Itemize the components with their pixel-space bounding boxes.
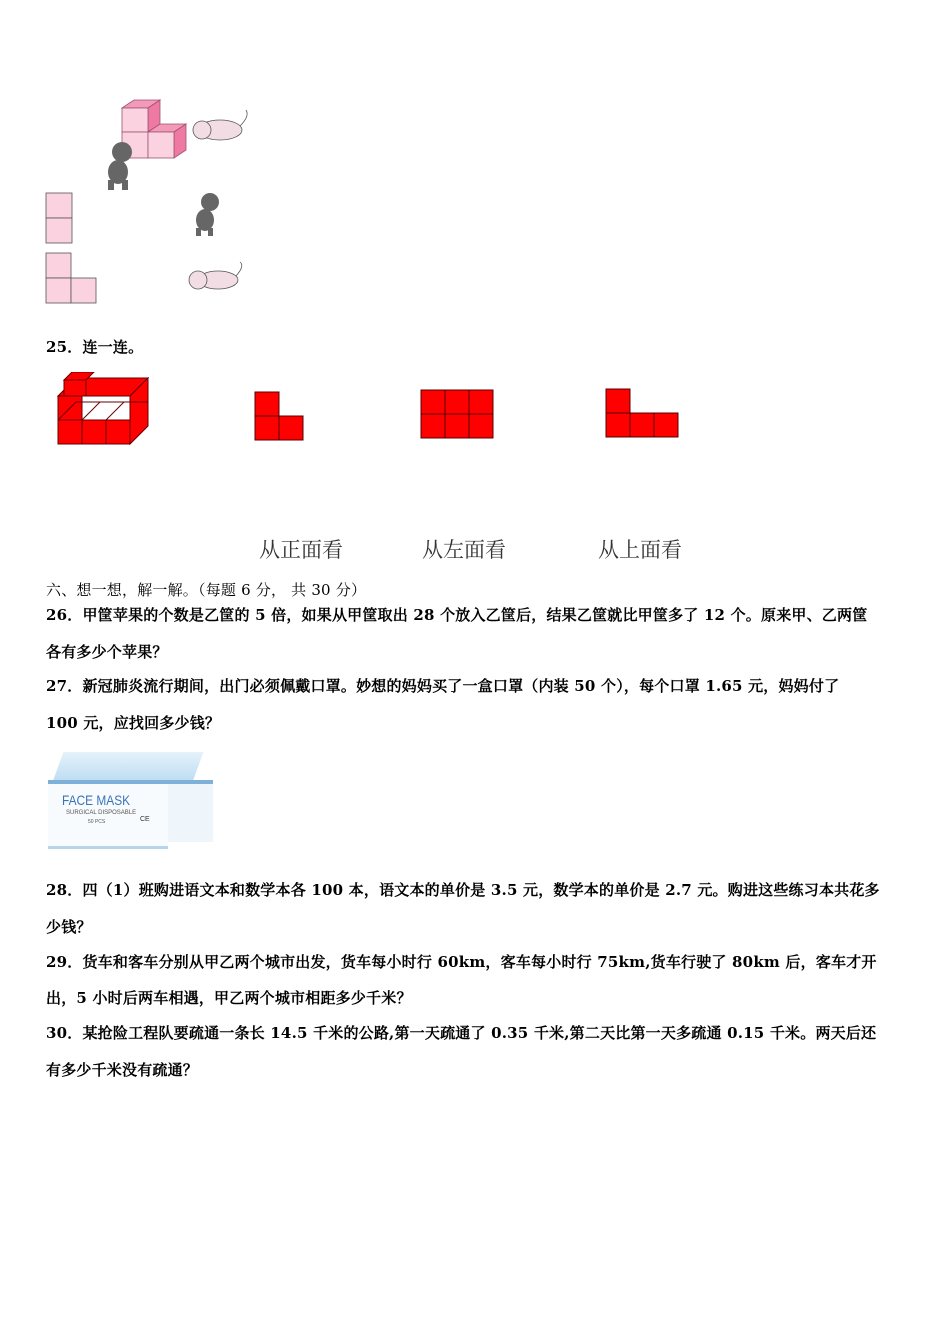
- ce-mark: CE: [140, 816, 150, 823]
- monkey-icon: [196, 193, 219, 236]
- label-front-view: 从正面看: [259, 538, 343, 562]
- red-cube-solid: [50, 372, 160, 456]
- question-29-line-2: 出，5 小时后两车相遇，甲乙两个城市相距多少千米？: [46, 989, 412, 1007]
- label-top-view: 从上面看: [598, 538, 682, 562]
- mask-count: 50 PCS: [88, 819, 106, 825]
- label-left-view: 从左面看: [422, 538, 506, 562]
- question-26-line-1: 26．甲筐苹果的个数是乙筐的 5 倍，如果从甲筐取出 28 个放入乙筐后，结果乙筐就比甲筐多了 12 个。原来甲、乙两筐: [46, 606, 868, 624]
- question-28-line-2: 少钱？: [46, 918, 92, 936]
- side-view-two-stack: [46, 193, 72, 243]
- section-6-heading: 六、想一想，解一解。（每题 6 分， 共 30 分）: [46, 581, 367, 599]
- front-view-shape: [254, 391, 306, 443]
- question-27-line-2: 100 元，应找回多少钱？: [46, 714, 221, 732]
- question-25-title: 25．连一连。: [46, 338, 144, 356]
- face-mask-box-image: [48, 752, 213, 852]
- front-view-l-shape: [46, 253, 96, 303]
- question-30-line-1: 30．某抢险工程队要疏通一条长 14.5 千米的公路,第一天疏通了 0.35 千米,第二天比第一天多疏通 0.15 千米。两天后还: [46, 1024, 877, 1042]
- mask-brand: FACE MASK: [62, 792, 131, 808]
- question-28-line-1: 28．四（1）班购进语文本和数学本各 100 本，语文本的单价是 3.5 元，数学本的单价是 2.7 元。购进这些练习本共花多: [46, 881, 880, 899]
- question-30-line-2: 有多少千米没有疏通？: [46, 1061, 199, 1079]
- question-27-line-1: 27．新冠肺炎流行期间，出门必须佩戴口罩。妙想的妈妈买了一盒口罩（内装 50 个），每个口罩 1.65 元，妈妈付了: [46, 677, 840, 695]
- q24-figure: [40, 90, 260, 310]
- question-26-line-2: 各有多少个苹果？: [46, 643, 168, 661]
- monkey-icon: [108, 142, 132, 190]
- question-29-line-1: 29．货车和客车分别从甲乙两个城市出发，货车每小时行 60km，客车每小时行 75km,货车行驶了 80km 后，客车才开: [46, 953, 877, 971]
- mask-subtitle: SURGICAL DISPOSABLE: [66, 810, 137, 816]
- dog-icon: [189, 262, 242, 289]
- left-view-shape: [420, 389, 496, 441]
- top-view-shape: [605, 388, 681, 440]
- dog-icon: [193, 110, 247, 140]
